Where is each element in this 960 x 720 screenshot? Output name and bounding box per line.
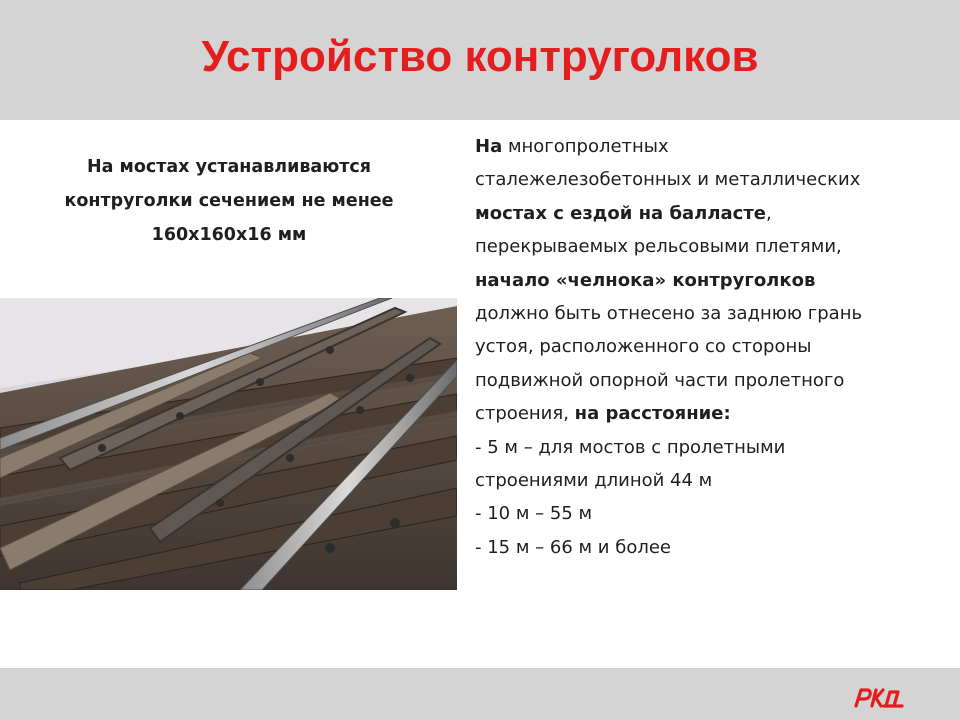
body-line: устоя, расположенного со стороны [475, 336, 812, 358]
bridge-track-photo [0, 298, 457, 590]
rzd-logo-icon [852, 682, 908, 710]
body-line: На многопролетных [475, 136, 669, 157]
caption-line: 160х160х16 мм [151, 225, 307, 245]
photo-caption [20, 150, 438, 252]
slide-title: Устройство контруголков [201, 32, 759, 81]
caption-line: На мостах устанавливаются [86, 157, 372, 177]
body-line: начало «челнока» контруголков [475, 269, 816, 291]
caption-line: контруголки сечением не менее [64, 191, 394, 211]
body-line: сталежелезобетонных и металлических [475, 169, 861, 191]
body-line: - 15 м – 66 м и более [475, 536, 671, 558]
body-line: подвижной опорной части пролетного [475, 369, 845, 391]
body-line: перекрываемых рельсовыми плетями, [475, 236, 842, 258]
body-line: строения, на расстояние: [475, 403, 731, 425]
body-line: должно быть отнесено за заднюю грань [475, 303, 863, 325]
body-line: мостах с ездой на балласте, [475, 202, 772, 224]
footer-band [0, 668, 960, 720]
body-line: - 10 м – 55 м [475, 503, 593, 525]
body-line: - 5 м – для мостов с пролетными [475, 436, 786, 458]
body-text [475, 130, 945, 564]
body-line: строениями длиной 44 м [475, 470, 713, 492]
